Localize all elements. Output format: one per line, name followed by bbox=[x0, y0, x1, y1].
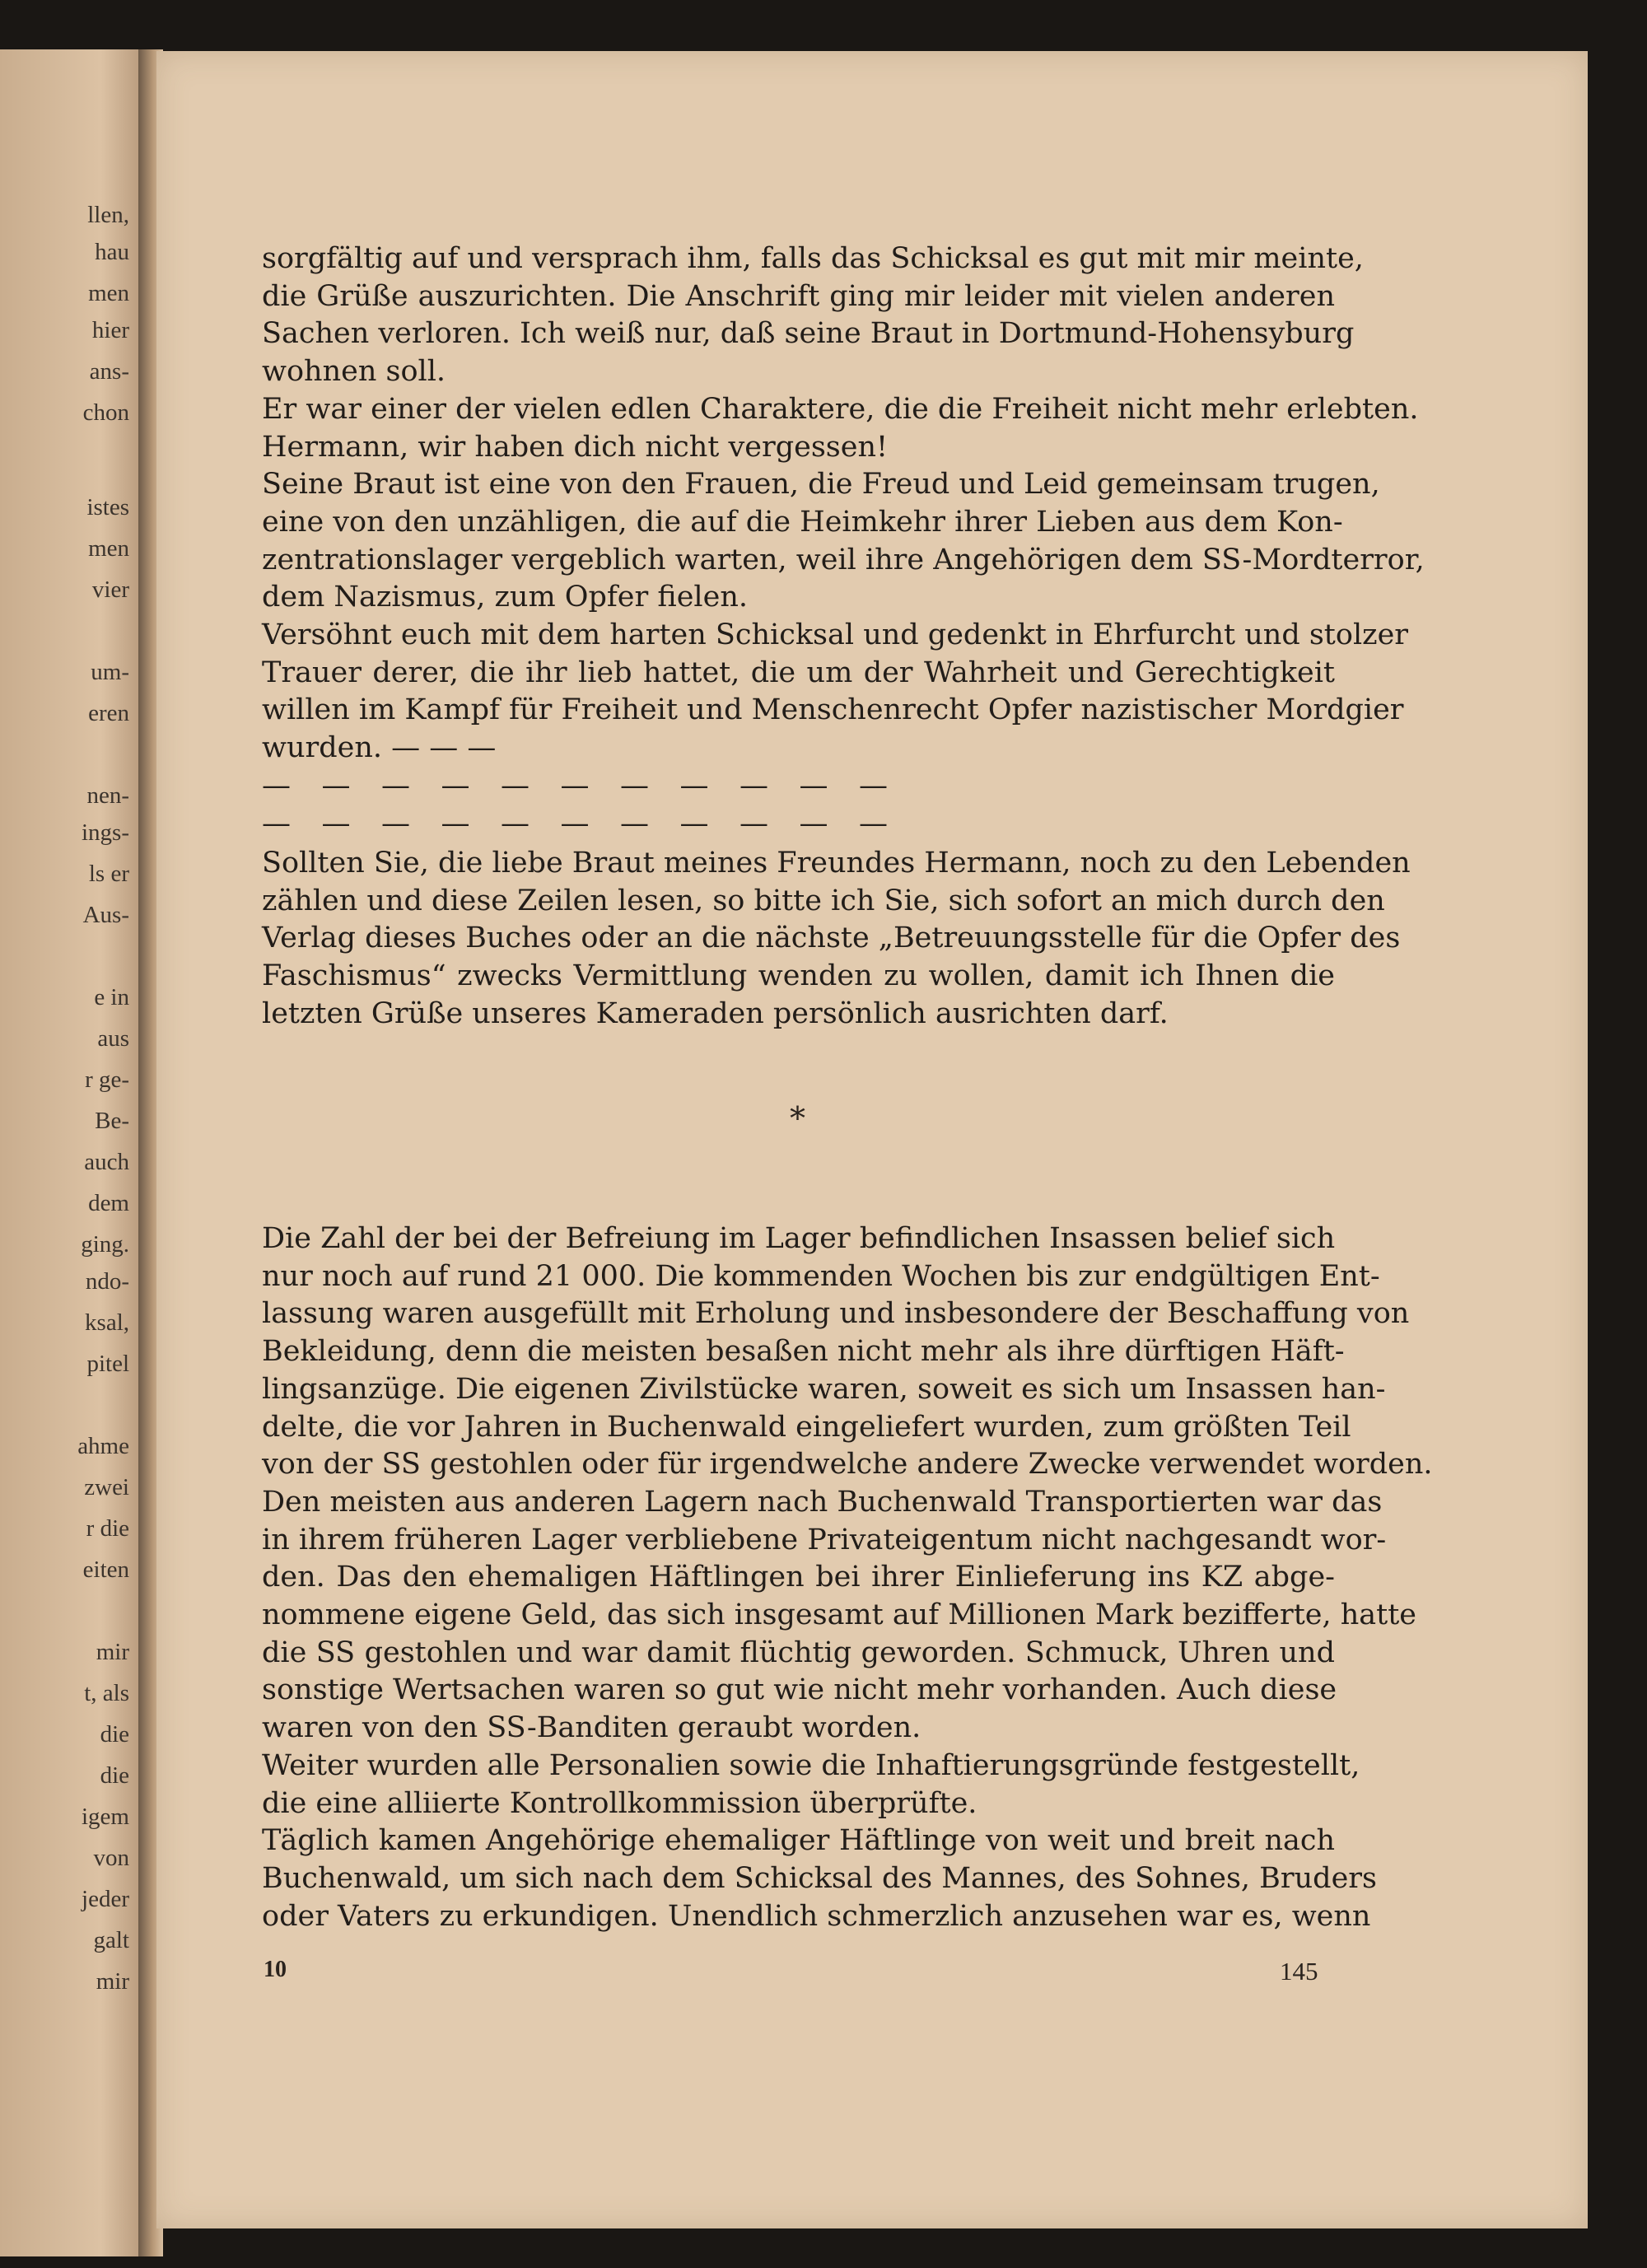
facing-page-fragment: eren bbox=[88, 700, 129, 726]
text-line: Versöhnt euch mit dem harten Schicksal und gedenkt in Ehrfurcht und stolzer bbox=[262, 618, 1409, 652]
text-line: lassung waren ausgefüllt mit Erholung und insbesondere der Beschaffung von bbox=[262, 1297, 1410, 1331]
facing-page-fragment: ging. bbox=[81, 1231, 129, 1258]
section-separator-asterisk: * bbox=[790, 1100, 805, 1136]
paragraph-hermann-memorial bbox=[262, 240, 1425, 768]
facing-page-fragment: ings- bbox=[82, 819, 129, 846]
facing-page-fragment: mir bbox=[96, 1639, 129, 1665]
facing-page-fragment: ndo- bbox=[85, 1268, 129, 1295]
facing-page-fragment: men bbox=[88, 280, 129, 306]
text-line: dem Nazismus, zum Opfer fielen. bbox=[262, 581, 749, 614]
facing-page-fragment: ans- bbox=[89, 358, 129, 385]
facing-page-fragment: vier bbox=[91, 576, 129, 603]
signature-mark: 10 bbox=[264, 1957, 287, 1982]
text-line: delte, die vor Jahren in Buchenwald eingeliefert wurden, zum größten Teil bbox=[262, 1410, 1351, 1444]
facing-page-left bbox=[0, 49, 144, 2256]
facing-page-fragment: pitel bbox=[86, 1351, 129, 1377]
text-line: sonstige Wertsachen waren so gut wie nicht mehr vorhanden. Auch diese bbox=[262, 1673, 1337, 1707]
text-line: von der SS gestohlen oder für irgendwelche andere Zwecke verwendet worden. bbox=[262, 1448, 1433, 1482]
text-line: die Grüße auszurichten. Die Anschrift ging mir leider mit vielen anderen bbox=[262, 279, 1335, 313]
text-line: Die Zahl der bei der Befreiung im Lager befindlichen Insassen belief sich bbox=[262, 1222, 1336, 1255]
facing-page-fragment: mir bbox=[96, 1968, 129, 1995]
facing-page-fragment: t, als bbox=[84, 1680, 129, 1706]
facing-page-fragment: Aus- bbox=[82, 902, 129, 928]
facing-page-fragment: ksal, bbox=[85, 1309, 129, 1336]
facing-page-fragment: e in bbox=[94, 984, 129, 1010]
facing-page-fragment: istes bbox=[86, 494, 129, 520]
facing-page-fragment: ahme bbox=[77, 1433, 129, 1459]
facing-page-fragment: r die bbox=[86, 1515, 129, 1542]
text-line: Seine Braut ist eine von den Frauen, die Freud und Leid gemeinsam trugen, bbox=[262, 468, 1380, 502]
facing-page-fragment: die bbox=[100, 1721, 129, 1748]
text-line: oder Vaters zu erkundigen. Unendlich schmerzlich anzusehen war es, wenn bbox=[262, 1899, 1371, 1933]
dash-row: — — — — — — — — — — — bbox=[262, 807, 888, 840]
facing-page-fragment: galt bbox=[93, 1927, 129, 1953]
facing-page-fragment: llen, bbox=[87, 202, 129, 228]
text-line: Faschismus“ zwecks Vermittlung wenden zu wollen, damit ich Ihnen die bbox=[262, 959, 1335, 993]
facing-page-fragment: igem bbox=[82, 1804, 129, 1830]
text-line: willen im Kampf für Freiheit und Menschenrecht Opfer nazistischer Mordgier bbox=[262, 693, 1404, 727]
text-line: wohnen soll. bbox=[262, 355, 446, 389]
facing-page-fragment: hau bbox=[95, 239, 129, 265]
text-line: Hermann, wir haben dich nicht vergessen! bbox=[262, 430, 889, 464]
text-line: Bekleidung, denn die meisten besaßen nicht mehr als ihre dürftigen Häft- bbox=[262, 1335, 1345, 1369]
text-line: lingsanzüge. Die eigenen Zivilstücke waren, soweit es sich um Insassen han- bbox=[262, 1372, 1386, 1406]
text-line: Weiter wurden alle Personalien sowie die Inhaftierungsgründe festgestellt, bbox=[262, 1748, 1360, 1782]
facing-page-fragment: von bbox=[93, 1845, 129, 1871]
facing-page-fragment: eiten bbox=[82, 1556, 129, 1583]
text-line: zählen und diese Zeilen lesen, so bitte ich Sie, sich sofort an mich durch den bbox=[262, 884, 1385, 917]
text-line: Den meisten aus anderen Lagern nach Buchenwald Transportierten war das bbox=[262, 1485, 1383, 1519]
text-line: Verlag dieses Buches oder an die nächste „Betreuungsstelle für die Opfer des bbox=[262, 922, 1401, 955]
book-page bbox=[156, 51, 1588, 2228]
page-number: 145 bbox=[1280, 1957, 1318, 1986]
facing-page-fragment: zwei bbox=[84, 1474, 129, 1500]
text-line: Täglich kamen Angehörige ehemaliger Häftlinge von weit und breit nach bbox=[262, 1824, 1335, 1858]
facing-page-fragment: aus bbox=[97, 1025, 129, 1052]
text-line: nur noch auf rund 21 000. Die kommenden Wochen bis zur endgültigen Ent- bbox=[262, 1259, 1380, 1293]
text-line: waren von den SS-Banditen geraubt worden. bbox=[262, 1711, 921, 1745]
facing-page-fragment: um- bbox=[91, 659, 129, 685]
text-line: Sachen verloren. Ich weiß nur, daß seine Braut in Dortmund-Hohensyburg bbox=[262, 317, 1355, 351]
text-line: nommene eigene Geld, das sich insgesamt auf Millionen Mark bezifferte, hatte bbox=[262, 1598, 1417, 1632]
facing-page-fragment: nen- bbox=[86, 782, 129, 809]
text-line: Sollten Sie, die liebe Braut meines Freundes Hermann, noch zu den Lebenden bbox=[262, 847, 1411, 880]
facing-page-fragment: hier bbox=[91, 317, 129, 343]
text-line: die SS gestohlen und war damit flüchtig geworden. Schmuck, Uhren und bbox=[262, 1636, 1335, 1669]
facing-page-fragment: r ge- bbox=[85, 1066, 129, 1093]
dash-row: — — — — — — — — — — — bbox=[262, 769, 888, 802]
facing-page-fragment: men bbox=[88, 535, 129, 562]
text-line: den. Das den ehemaligen Häftlingen bei ihrer Einlieferung ins KZ abge- bbox=[262, 1561, 1335, 1594]
text-line: eine von den unzähligen, die auf die Heimkehr ihrer Lieben aus dem Kon- bbox=[262, 505, 1343, 539]
text-line: Buchenwald, um sich nach dem Schicksal des Mannes, des Sohnes, Bruders bbox=[262, 1861, 1377, 1895]
facing-page-fragment: jeder bbox=[82, 1886, 129, 1912]
text-line: letzten Grüße unseres Kameraden persönlich ausrichten darf. bbox=[262, 996, 1169, 1030]
paragraph-appeal-to-bride bbox=[262, 845, 1411, 1034]
facing-page-fragment: chon bbox=[82, 399, 129, 426]
facing-page-fragment: auch bbox=[84, 1149, 129, 1175]
facing-page-fragment: die bbox=[100, 1762, 129, 1789]
facing-page-fragment: ls er bbox=[88, 861, 129, 887]
paragraph-liberation-aftermath bbox=[262, 1220, 1433, 1935]
text-line: Er war einer der vielen edlen Charaktere, die die Freiheit nicht mehr erlebten. bbox=[262, 392, 1419, 426]
text-line: wurden. — — — bbox=[262, 731, 497, 765]
text-line: die eine alliierte Kontrollkommission überprüfte. bbox=[262, 1786, 977, 1820]
text-line: sorgfältig auf und versprach ihm, falls das Schicksal es gut mit mir meinte, bbox=[262, 242, 1364, 275]
text-line: in ihrem früheren Lager verbliebene Privateigentum nicht nachgesandt wor- bbox=[262, 1523, 1387, 1556]
facing-page-fragment: dem bbox=[88, 1190, 129, 1216]
facing-page-fragment: Be- bbox=[95, 1108, 129, 1134]
text-line: zentrationslager vergeblich warten, weil ihre Angehörigen dem SS-Mordterror, bbox=[262, 543, 1425, 576]
text-line: Trauer derer, die ihr lieb hattet, die um der Wahrheit und Gerechtigkeit bbox=[262, 656, 1335, 689]
